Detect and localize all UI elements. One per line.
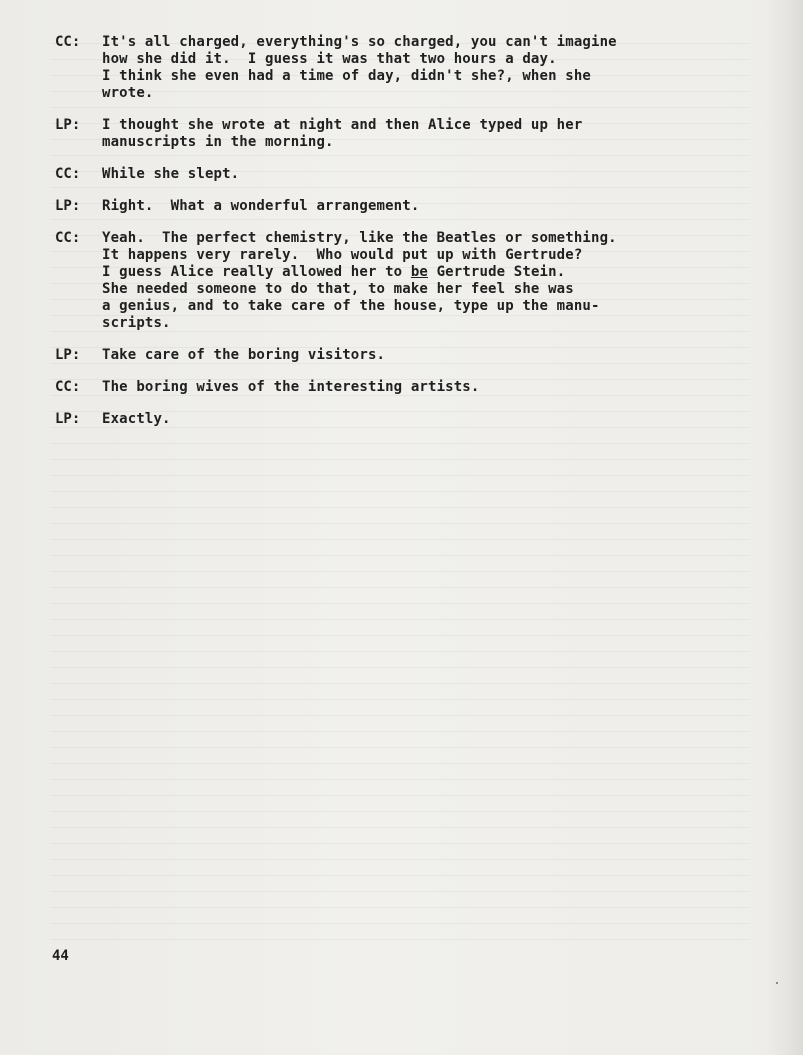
transcript-line: It's all charged, everything's so charged, you can't imagine — [102, 34, 617, 50]
dialogue-turn — [55, 198, 680, 215]
dialogue-turn — [55, 34, 680, 102]
transcript-line: a genius, and to take care of the house, type up the manu- — [102, 298, 600, 314]
turn-text — [102, 230, 617, 332]
dialogue-turn — [55, 347, 680, 364]
speaker-label: LP: — [55, 198, 81, 214]
turn-text — [102, 411, 171, 428]
emphasized-word: be — [410, 264, 429, 280]
turn-text — [102, 117, 582, 151]
dialogue-turn — [55, 379, 680, 396]
dialogue-turn — [55, 166, 680, 183]
transcript-line-with-emphasis — [102, 264, 617, 281]
transcript-line: Yeah. The perfect chemistry, like the Beatles or something. — [102, 230, 617, 246]
transcript-line: Right. What a wonderful arrangement. — [102, 198, 420, 214]
transcript-line: Exactly. — [102, 411, 171, 427]
interview-transcript — [55, 34, 680, 443]
speaker-label: CC: — [55, 34, 81, 50]
speaker-label: CC: — [55, 379, 81, 395]
turn-text — [102, 347, 385, 364]
speaker-label: CC: — [55, 166, 81, 182]
transcript-line: Take care of the boring visitors. — [102, 347, 386, 363]
transcript-line: While she slept. — [102, 166, 240, 182]
transcript-line: scripts. — [102, 315, 171, 331]
page-number: 44 — [52, 948, 69, 964]
turn-text — [102, 379, 479, 396]
turn-text — [102, 198, 419, 215]
transcript-line: It happens very rarely. Who would put up with Gertrude? — [102, 247, 583, 263]
speaker-label: LP: — [55, 347, 81, 363]
transcript-line: manuscripts in the morning. — [102, 134, 334, 150]
line-fragment: I guess Alice really allowed her to — [102, 264, 411, 280]
dialogue-turn — [55, 411, 680, 428]
transcript-line: how she did it. I guess it was that two hours a day. — [102, 51, 557, 67]
speaker-label: LP: — [55, 117, 81, 133]
transcript-line: I thought she wrote at night and then Alice typed up her — [102, 117, 583, 133]
transcript-line: She needed someone to do that, to make her feel she was — [102, 281, 574, 297]
speaker-label: LP: — [55, 411, 81, 427]
transcript-line: The boring wives of the interesting artists. — [102, 379, 480, 395]
transcript-line: I think she even had a time of day, didn't she?, when she — [102, 68, 591, 84]
turn-text — [102, 166, 239, 183]
turn-text — [102, 34, 617, 102]
dialogue-turn — [55, 230, 680, 332]
speaker-label: CC: — [55, 230, 81, 246]
margin-speck — [776, 982, 778, 984]
transcript-line: wrote. — [102, 85, 154, 101]
page-edge-shadow — [765, 0, 803, 1055]
line-fragment: Gertrude Stein. — [428, 264, 566, 280]
dialogue-turn — [55, 117, 680, 151]
